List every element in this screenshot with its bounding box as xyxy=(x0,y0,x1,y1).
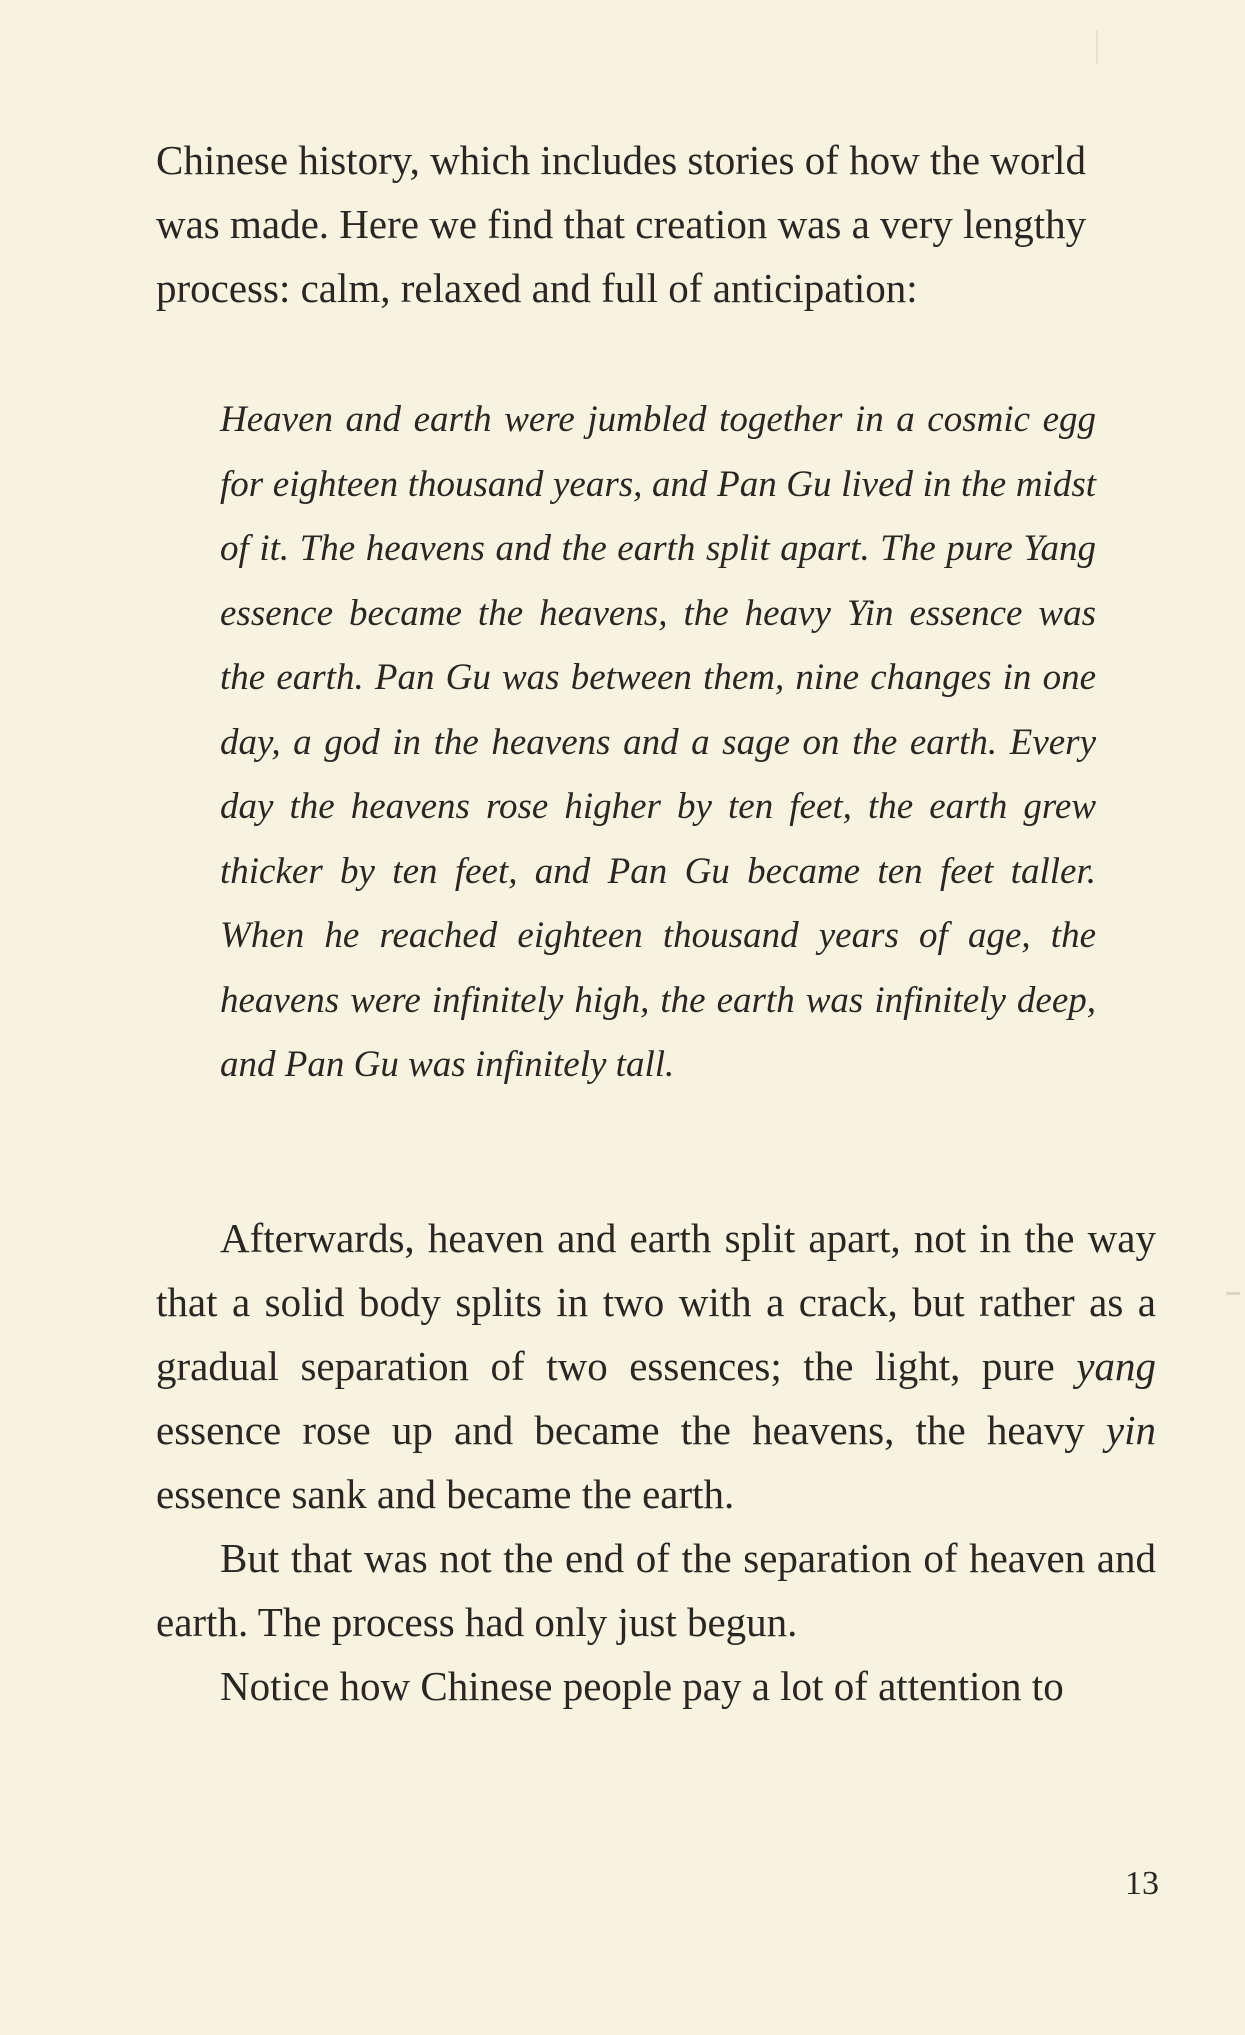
page-number: 13 xyxy=(1125,1865,1159,1902)
text-run: Afterwards, heaven and earth split apart, not in the way that a solid body splits in two with a crack, but rather as a gradual separation of two essences; the light, pure xyxy=(156,1215,1156,1389)
scan-mark xyxy=(1226,1292,1240,1295)
scan-mark xyxy=(1096,30,1098,64)
paragraph-intro: Chinese history, which includes stories of how the world was made. Here we find that creation was a very lengthy process: calm, relaxed and full of anticipation: xyxy=(156,137,1087,311)
paragraph-notice: Notice how Chinese people pay a lot of attention to xyxy=(220,1663,1064,1709)
paragraph-but: But that was not the end of the separation of heaven and earth. The process had only just begun. xyxy=(156,1535,1156,1645)
block-quote: Heaven and earth were jumbled together in a cosmic egg for eighteen thousand years, and Pan Gu lived in the midst of it. The heavens and the earth split apart. The pure Yang essence became the heavens, the heavy Yin essence was the earth. Pan Gu was between them, nine changes in one day, a god in the heavens and a sage on the earth. Every day the heavens rose higher by ten feet, the earth grew thicker by ten feet, and Pan Gu became ten feet taller. When he reached eighteen thousand years of age, the heavens were infinitely high, the earth was infinitely deep, and Pan Gu was infinitely tall. xyxy=(220,399,1096,1085)
text-run: essence rose up and became the heavens, the heavy xyxy=(156,1407,1106,1453)
text-run: essence sank and became the earth. xyxy=(156,1471,735,1517)
italic-term-yin: yin xyxy=(1105,1407,1156,1453)
paragraph-afterwards xyxy=(156,1206,1156,1526)
italic-term-yang: yang xyxy=(1076,1343,1156,1389)
